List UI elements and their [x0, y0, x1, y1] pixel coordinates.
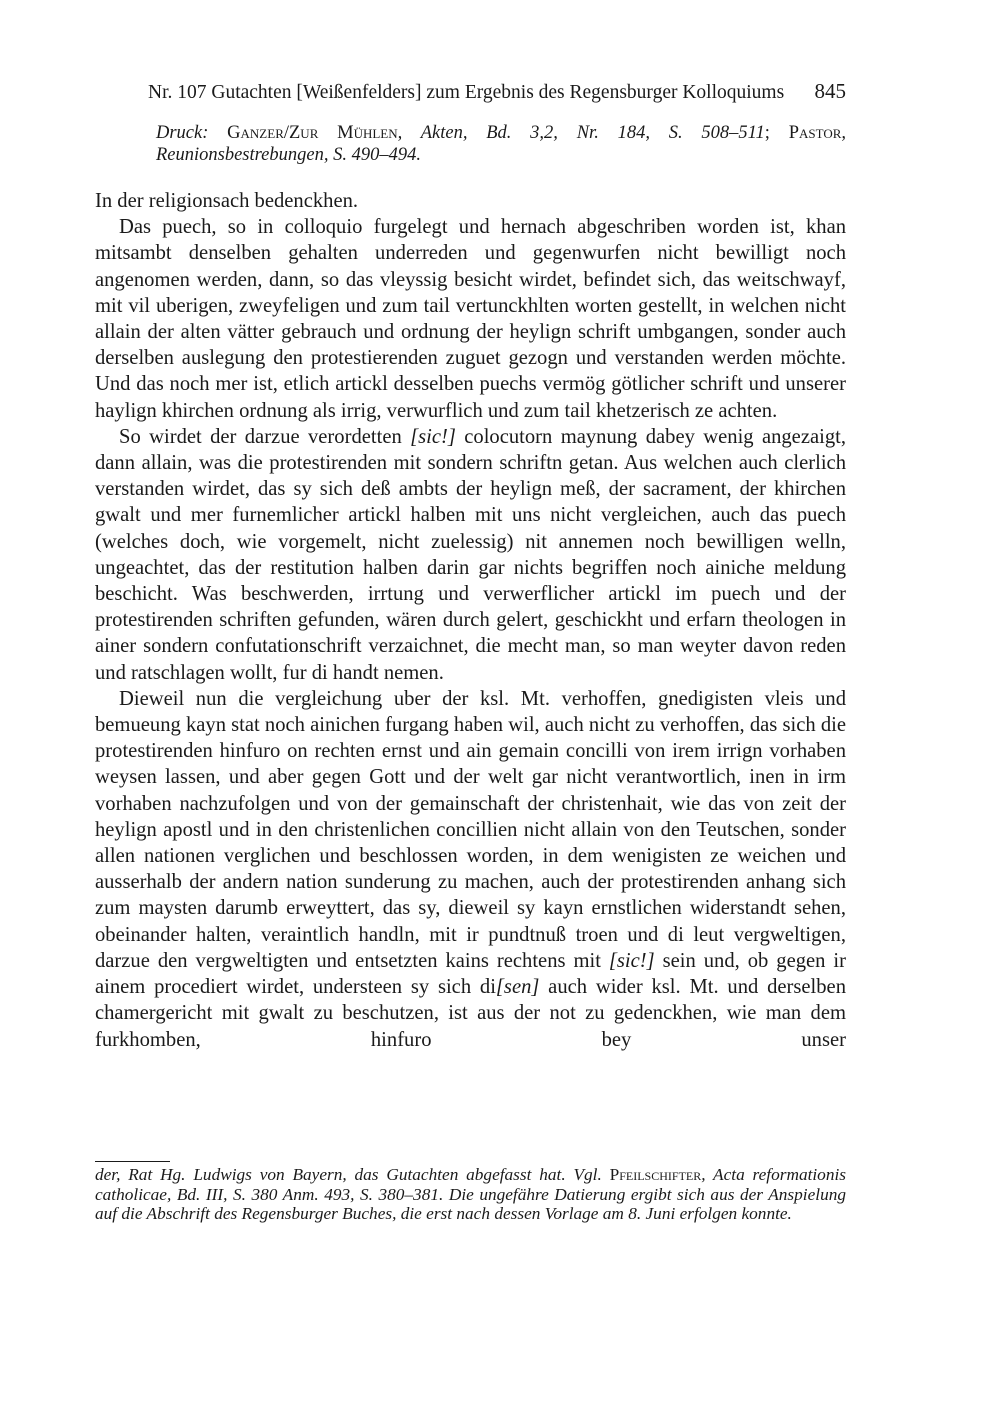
druck-title-1: Akten, Bd. 3,2, Nr. 184, S. 508–511 [420, 123, 765, 143]
paragraph-2-text: So wirdet der darzue verordetten [119, 425, 411, 448]
print-reference [156, 122, 846, 166]
paragraph-3-text: sein und, ob gegen ir ainem procediert wirdet, understeen sy sich di [95, 949, 846, 999]
druck-label: Druck: [156, 123, 228, 143]
druck-separator: , [841, 123, 847, 143]
druck-separator: ; [764, 123, 789, 143]
footnote-text: der, Rat Hg. Ludwigs von Bayern, das Gutachten abgefasst hat. Vgl. [95, 1165, 610, 1184]
footnote-author: Pfeilschifter [609, 1165, 702, 1184]
paragraph-3 [95, 686, 846, 1053]
running-title: Nr. 107 Gutachten [Weißenfelders] zum Ergebnis des Regensburger Kolloquiums [148, 82, 785, 103]
page-number: 845 [814, 79, 846, 103]
sic-annotation: [sic!] [410, 425, 456, 448]
running-header [148, 78, 846, 106]
druck-author-2: Pastor [788, 123, 842, 143]
editorial-insertion: [sen] [495, 976, 540, 999]
main-text [95, 188, 846, 1053]
druck-separator: , [397, 123, 421, 143]
footnote-text: , Acta reformationis catholicae, Bd. III, S. 380 Anm. 493, S. 380–381. Die ungefähre Datierung ergibt sich aus der Anspielung auf die Abschrift des Regensburger Buches, die erst nach dessen Vorlage am 8. Juni erfolgen konnte. [95, 1165, 846, 1223]
paragraph-1: Das puech, so in colloquio furgelegt und hernach abgeschriben worden ist, khan mitsambt denselben gehalten underreden und gegenwurfen nicht bewilligt noch angenomen werden, dann, so das vleyssig besicht wirdet, befindet sich, das weitschwayf, mit vil uberigen, zweyfeligen und zum tail vertunckhlten worten gestellt, in welchen nicht allain der alten vätter gebrauch und ordnung der heylign schrift umbgangen, sonder auch derselben auslegung den protestierenden zuguet gezogn und verstanden werden möchte. Und das noch mer ist, etlich artickl desselben puechs vermög götlicher schrift und unserer haylign khirchen ordnung als irrig, verwurflich und zum tail khetzerisch ze achten. [95, 216, 846, 422]
druck-author-1: Ganzer/Zur Mühlen [227, 123, 398, 143]
footnote [95, 1165, 846, 1224]
paragraph-3-text: Dieweil nun die vergleichung uber der ksl. Mt. verhoffen, gnedigisten vleis und bemueung kayn stat noch ainichen furgang haben wil, auch nicht zu verhoffen, das sich die protestirenden hinfuro on rechten ernst und ain gemain concilli von irem irrign vorhaben weysen lassen, und aber gegen Gott und der welt gar nicht verantwortlich, inen in irm vorhaben nachzufolgen und von der gemainschaft der christenhait, wie das von zeit der heylign apostl und in den christenlichen concillien nicht allain von den Teutschen, sonder allen nationen verglichen und beschlossen worden, in dem wenigisten ze weichen und ausserhalb der andern nation sunderung zu machen, auch der protestirenden anhang sich zum maysten darumb erweyttert, das sy, dieweil sy kayn ernstlichen widerstandt sehen, obeinander halten, veraintlich handln, mit ir pundtnuß troen und di leut vergweltigen, darzue den vergweltigten und entsetzten kains rechtens mit [95, 687, 846, 972]
paragraph-2 [95, 424, 846, 686]
footnote-divider [95, 1161, 170, 1162]
paragraph-2-text: colocutorn maynung dabey wenig angezaigt, dann allain, was die protestirenden mit sondern schriftn getan. Aus welchen auch clerlich verstanden wirdet, das sy sich deß ambts der heylign meß, der sacrament, der khirchen gwalt und mer furnemlicher artickl halben mit uns nicht vergleichen, auch das puech (welches doch, wie vorgemelt, nicht zuelessig) nit annemen noch bewilligen welln, ungeachtet, das der restitution halben darin gar nichts begriffen noch ainiche meldung beschicht. Was beschwerden, irrtung und verwerflicher artickl im puech und der protestirenden schriften gefunden, wären durch gelert, geschickht und erfarn theologen in ainer sondern confutationschrift verzaichnet, die mecht man, so man weyter davon reden und ratschlagen wollt, fur di handt nemen. [95, 425, 846, 684]
opening-line: In der religionsach bedenckhen. [95, 190, 359, 212]
sic-annotation: [sic!] [608, 949, 655, 972]
druck-title-2: Reunionsbestrebungen, S. 490–494. [156, 145, 421, 165]
paragraph-3-text: auch wider ksl. Mt. und derselben chamergericht mit gwalt zu beschutzen, ist aus der not zu gedenckhen, wie man dem furkhomben, hinfuro bey unser [95, 976, 846, 1051]
